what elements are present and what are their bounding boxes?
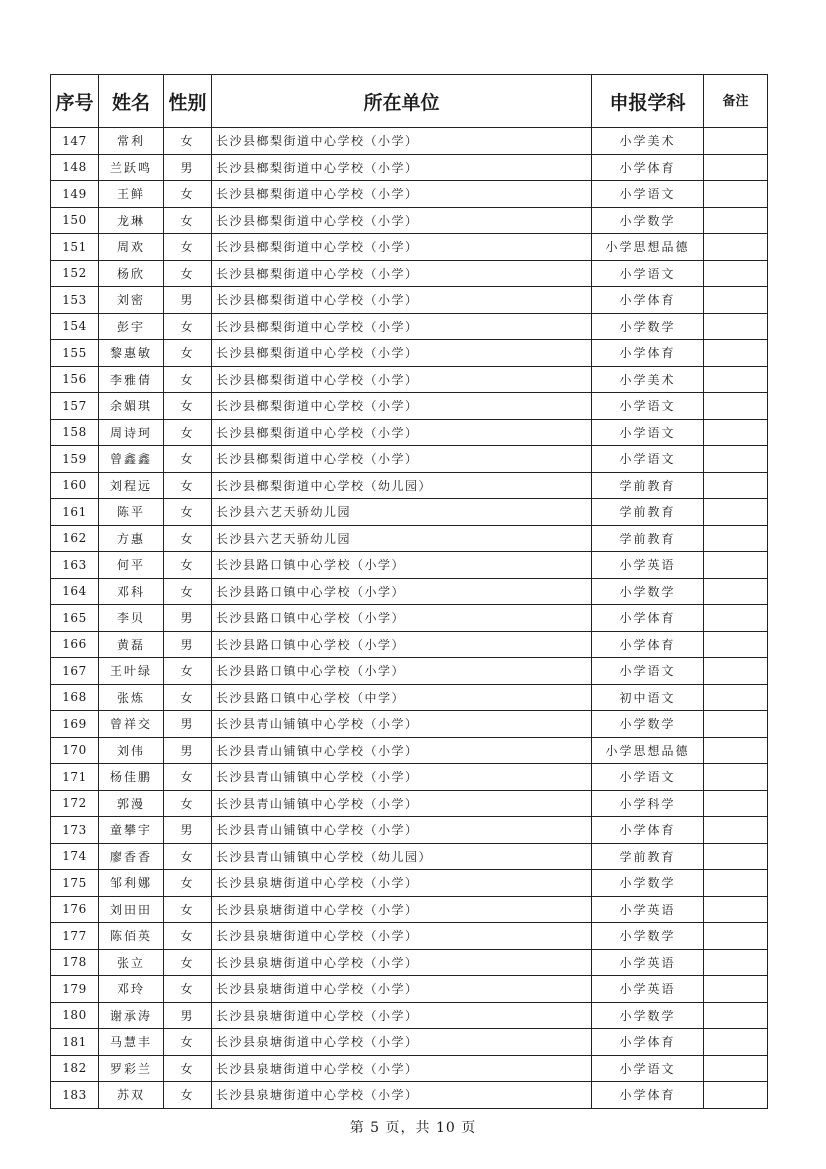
cell-unit: 长沙县路口镇中心学校（中学） xyxy=(212,684,592,711)
table-row xyxy=(51,949,768,976)
table-row xyxy=(51,419,768,446)
cell-subject: 小学英语 xyxy=(592,896,704,923)
cell-note xyxy=(704,260,768,287)
cell-subject: 小学语文 xyxy=(592,764,704,791)
cell-gender: 女 xyxy=(164,472,212,499)
cell-unit: 长沙县榔梨街道中心学校（小学） xyxy=(212,260,592,287)
cell-name: 陈佰英 xyxy=(99,923,164,950)
table-row xyxy=(51,578,768,605)
cell-seq: 178 xyxy=(51,949,99,976)
cell-note xyxy=(704,472,768,499)
table-row xyxy=(51,790,768,817)
cell-seq: 154 xyxy=(51,313,99,340)
cell-name: 张炼 xyxy=(99,684,164,711)
cell-subject: 小学数学 xyxy=(592,923,704,950)
cell-name: 杨佳鹏 xyxy=(99,764,164,791)
cell-unit: 长沙县榔梨街道中心学校（小学） xyxy=(212,340,592,367)
cell-unit: 长沙县路口镇中心学校（小学） xyxy=(212,631,592,658)
table-row xyxy=(51,234,768,261)
cell-note xyxy=(704,154,768,181)
table-row xyxy=(51,843,768,870)
cell-name: 彭宇 xyxy=(99,313,164,340)
cell-note xyxy=(704,764,768,791)
cell-unit: 长沙县泉塘街道中心学校（小学） xyxy=(212,1055,592,1082)
cell-unit: 长沙县泉塘街道中心学校（小学） xyxy=(212,1029,592,1056)
cell-unit: 长沙县青山铺镇中心学校（幼儿园） xyxy=(212,843,592,870)
table-row xyxy=(51,1082,768,1109)
cell-unit: 长沙县榔梨街道中心学校（幼儿园） xyxy=(212,472,592,499)
cell-subject: 小学数学 xyxy=(592,313,704,340)
cell-subject: 小学语文 xyxy=(592,181,704,208)
cell-subject: 小学英语 xyxy=(592,552,704,579)
cell-gender: 女 xyxy=(164,499,212,526)
table-row xyxy=(51,525,768,552)
cell-seq: 158 xyxy=(51,419,99,446)
cell-name: 常利 xyxy=(99,128,164,155)
header-row xyxy=(51,75,768,128)
cell-gender: 女 xyxy=(164,207,212,234)
cell-unit: 长沙县榔梨街道中心学校（小学） xyxy=(212,234,592,261)
table-row xyxy=(51,764,768,791)
cell-subject: 小学语文 xyxy=(592,658,704,685)
cell-note xyxy=(704,181,768,208)
cell-seq: 156 xyxy=(51,366,99,393)
cell-name: 王叶绿 xyxy=(99,658,164,685)
cell-name: 何平 xyxy=(99,552,164,579)
cell-note xyxy=(704,340,768,367)
cell-name: 刘程远 xyxy=(99,472,164,499)
cell-seq: 149 xyxy=(51,181,99,208)
cell-subject: 小学思想品德 xyxy=(592,234,704,261)
cell-unit: 长沙县青山铺镇中心学校（小学） xyxy=(212,737,592,764)
cell-subject: 小学数学 xyxy=(592,711,704,738)
cell-unit: 长沙县榔梨街道中心学校（小学） xyxy=(212,207,592,234)
cell-seq: 170 xyxy=(51,737,99,764)
cell-note xyxy=(704,287,768,314)
cell-name: 黄磊 xyxy=(99,631,164,658)
table-row xyxy=(51,817,768,844)
table-row xyxy=(51,446,768,473)
cell-seq: 173 xyxy=(51,817,99,844)
cell-name: 李贝 xyxy=(99,605,164,632)
cell-note xyxy=(704,631,768,658)
cell-name: 方惠 xyxy=(99,525,164,552)
cell-note xyxy=(704,684,768,711)
cell-unit: 长沙县榔梨街道中心学校（小学） xyxy=(212,393,592,420)
cell-seq: 181 xyxy=(51,1029,99,1056)
table-row xyxy=(51,260,768,287)
cell-name: 龙琳 xyxy=(99,207,164,234)
cell-gender: 女 xyxy=(164,976,212,1003)
cell-name: 王鲜 xyxy=(99,181,164,208)
cell-unit: 长沙县青山铺镇中心学校（小学） xyxy=(212,764,592,791)
cell-subject: 小学体育 xyxy=(592,631,704,658)
table-row xyxy=(51,207,768,234)
cell-unit: 长沙县榔梨街道中心学校（小学） xyxy=(212,313,592,340)
cell-name: 周欢 xyxy=(99,234,164,261)
table-row xyxy=(51,366,768,393)
cell-subject: 小学语文 xyxy=(592,393,704,420)
table-row xyxy=(51,393,768,420)
cell-gender: 女 xyxy=(164,658,212,685)
table-row xyxy=(51,181,768,208)
cell-unit: 长沙县六艺天骄幼儿园 xyxy=(212,525,592,552)
cell-note xyxy=(704,1082,768,1109)
cell-seq: 177 xyxy=(51,923,99,950)
cell-subject: 小学科学 xyxy=(592,790,704,817)
cell-note xyxy=(704,499,768,526)
cell-note xyxy=(704,128,768,155)
cell-gender: 女 xyxy=(164,870,212,897)
cell-subject: 小学数学 xyxy=(592,578,704,605)
page-number: 第 5 页，共 10 页 xyxy=(349,1120,477,1136)
cell-gender: 女 xyxy=(164,181,212,208)
table-row xyxy=(51,896,768,923)
cell-seq: 167 xyxy=(51,658,99,685)
table-row xyxy=(51,976,768,1003)
cell-gender: 女 xyxy=(164,1082,212,1109)
cell-name: 张立 xyxy=(99,949,164,976)
cell-note xyxy=(704,1029,768,1056)
cell-subject: 学前教育 xyxy=(592,499,704,526)
cell-name: 苏双 xyxy=(99,1082,164,1109)
cell-seq: 180 xyxy=(51,1002,99,1029)
cell-seq: 161 xyxy=(51,499,99,526)
cell-note xyxy=(704,446,768,473)
cell-note xyxy=(704,790,768,817)
table-row xyxy=(51,711,768,738)
cell-unit: 长沙县榔梨街道中心学校（小学） xyxy=(212,181,592,208)
cell-subject: 小学语文 xyxy=(592,446,704,473)
table-row xyxy=(51,1029,768,1056)
cell-gender: 女 xyxy=(164,446,212,473)
header-subject: 申报学科 xyxy=(592,75,704,128)
cell-gender: 女 xyxy=(164,552,212,579)
cell-unit: 长沙县路口镇中心学校（小学） xyxy=(212,578,592,605)
cell-gender: 女 xyxy=(164,923,212,950)
cell-gender: 女 xyxy=(164,313,212,340)
cell-name: 陈平 xyxy=(99,499,164,526)
cell-seq: 169 xyxy=(51,711,99,738)
cell-subject: 小学体育 xyxy=(592,605,704,632)
cell-note xyxy=(704,366,768,393)
cell-gender: 女 xyxy=(164,578,212,605)
cell-unit: 长沙县路口镇中心学校（小学） xyxy=(212,658,592,685)
cell-seq: 152 xyxy=(51,260,99,287)
cell-subject: 小学语文 xyxy=(592,1055,704,1082)
cell-unit: 长沙县泉塘街道中心学校（小学） xyxy=(212,870,592,897)
cell-subject: 小学英语 xyxy=(592,949,704,976)
cell-seq: 151 xyxy=(51,234,99,261)
cell-seq: 168 xyxy=(51,684,99,711)
cell-seq: 160 xyxy=(51,472,99,499)
cell-note xyxy=(704,737,768,764)
cell-gender: 女 xyxy=(164,260,212,287)
cell-gender: 男 xyxy=(164,631,212,658)
cell-gender: 男 xyxy=(164,1002,212,1029)
cell-unit: 长沙县榔梨街道中心学校（小学） xyxy=(212,366,592,393)
cell-note xyxy=(704,552,768,579)
cell-seq: 172 xyxy=(51,790,99,817)
table-row xyxy=(51,1002,768,1029)
cell-seq: 153 xyxy=(51,287,99,314)
cell-subject: 小学语文 xyxy=(592,260,704,287)
cell-seq: 174 xyxy=(51,843,99,870)
cell-gender: 男 xyxy=(164,711,212,738)
table-body xyxy=(51,128,768,1109)
cell-gender: 男 xyxy=(164,287,212,314)
table-row xyxy=(51,154,768,181)
cell-gender: 女 xyxy=(164,340,212,367)
table-row xyxy=(51,1055,768,1082)
cell-name: 邓玲 xyxy=(99,976,164,1003)
cell-note xyxy=(704,393,768,420)
cell-gender: 女 xyxy=(164,896,212,923)
cell-gender: 女 xyxy=(164,234,212,261)
cell-gender: 女 xyxy=(164,366,212,393)
cell-name: 黎惠敏 xyxy=(99,340,164,367)
table-row xyxy=(51,499,768,526)
cell-seq: 164 xyxy=(51,578,99,605)
cell-unit: 长沙县泉塘街道中心学校（小学） xyxy=(212,949,592,976)
cell-note xyxy=(704,658,768,685)
cell-seq: 183 xyxy=(51,1082,99,1109)
cell-name: 童攀宇 xyxy=(99,817,164,844)
cell-note xyxy=(704,949,768,976)
table-row xyxy=(51,287,768,314)
cell-seq: 175 xyxy=(51,870,99,897)
cell-name: 李雅倩 xyxy=(99,366,164,393)
table-row xyxy=(51,128,768,155)
cell-subject: 小学体育 xyxy=(592,1029,704,1056)
cell-unit: 长沙县泉塘街道中心学校（小学） xyxy=(212,1082,592,1109)
cell-note xyxy=(704,711,768,738)
cell-seq: 147 xyxy=(51,128,99,155)
table-row xyxy=(51,658,768,685)
cell-name: 刘伟 xyxy=(99,737,164,764)
cell-subject: 小学数学 xyxy=(592,870,704,897)
cell-gender: 女 xyxy=(164,684,212,711)
cell-name: 罗彩兰 xyxy=(99,1055,164,1082)
cell-gender: 男 xyxy=(164,737,212,764)
cell-seq: 162 xyxy=(51,525,99,552)
cell-note xyxy=(704,207,768,234)
cell-unit: 长沙县泉塘街道中心学校（小学） xyxy=(212,1002,592,1029)
cell-name: 邹利娜 xyxy=(99,870,164,897)
cell-note xyxy=(704,1002,768,1029)
cell-seq: 176 xyxy=(51,896,99,923)
cell-seq: 157 xyxy=(51,393,99,420)
cell-unit: 长沙县泉塘街道中心学校（小学） xyxy=(212,896,592,923)
table-row xyxy=(51,737,768,764)
cell-unit: 长沙县榔梨街道中心学校（小学） xyxy=(212,154,592,181)
cell-name: 兰跃鸣 xyxy=(99,154,164,181)
cell-name: 曾祥交 xyxy=(99,711,164,738)
cell-note xyxy=(704,870,768,897)
cell-subject: 小学思想品德 xyxy=(592,737,704,764)
table-row xyxy=(51,870,768,897)
cell-gender: 女 xyxy=(164,1055,212,1082)
cell-gender: 男 xyxy=(164,605,212,632)
cell-seq: 166 xyxy=(51,631,99,658)
table-row xyxy=(51,313,768,340)
cell-note xyxy=(704,313,768,340)
cell-note xyxy=(704,234,768,261)
cell-note xyxy=(704,578,768,605)
cell-name: 杨欣 xyxy=(99,260,164,287)
cell-note xyxy=(704,419,768,446)
cell-name: 刘田田 xyxy=(99,896,164,923)
cell-seq: 165 xyxy=(51,605,99,632)
cell-seq: 171 xyxy=(51,764,99,791)
cell-gender: 男 xyxy=(164,817,212,844)
header-name: 姓名 xyxy=(99,75,164,128)
cell-seq: 155 xyxy=(51,340,99,367)
cell-seq: 150 xyxy=(51,207,99,234)
cell-note xyxy=(704,843,768,870)
cell-subject: 小学数学 xyxy=(592,1002,704,1029)
cell-name: 余媚琪 xyxy=(99,393,164,420)
table-row xyxy=(51,631,768,658)
cell-unit: 长沙县榔梨街道中心学校（小学） xyxy=(212,287,592,314)
cell-gender: 女 xyxy=(164,128,212,155)
cell-subject: 学前教育 xyxy=(592,472,704,499)
cell-gender: 女 xyxy=(164,949,212,976)
cell-subject: 小学体育 xyxy=(592,154,704,181)
table-row xyxy=(51,340,768,367)
cell-unit: 长沙县榔梨街道中心学校（小学） xyxy=(212,128,592,155)
table-header xyxy=(51,75,768,128)
cell-name: 刘密 xyxy=(99,287,164,314)
cell-seq: 163 xyxy=(51,552,99,579)
table-row xyxy=(51,923,768,950)
cell-unit: 长沙县榔梨街道中心学校（小学） xyxy=(212,446,592,473)
cell-subject: 小学体育 xyxy=(592,817,704,844)
cell-note xyxy=(704,605,768,632)
header-gender: 性别 xyxy=(164,75,212,128)
cell-unit: 长沙县榔梨街道中心学校（小学） xyxy=(212,419,592,446)
cell-gender: 女 xyxy=(164,525,212,552)
cell-note xyxy=(704,923,768,950)
cell-unit: 长沙县青山铺镇中心学校（小学） xyxy=(212,817,592,844)
cell-unit: 长沙县青山铺镇中心学校（小学） xyxy=(212,711,592,738)
cell-subject: 小学体育 xyxy=(592,287,704,314)
header-unit: 所在单位 xyxy=(212,75,592,128)
cell-note xyxy=(704,525,768,552)
cell-note xyxy=(704,817,768,844)
cell-note xyxy=(704,896,768,923)
cell-unit: 长沙县六艺天骄幼儿园 xyxy=(212,499,592,526)
cell-name: 邓科 xyxy=(99,578,164,605)
cell-name: 马慧丰 xyxy=(99,1029,164,1056)
cell-name: 廖香香 xyxy=(99,843,164,870)
table-row xyxy=(51,472,768,499)
cell-gender: 女 xyxy=(164,419,212,446)
cell-note xyxy=(704,1055,768,1082)
cell-seq: 148 xyxy=(51,154,99,181)
cell-unit: 长沙县泉塘街道中心学校（小学） xyxy=(212,923,592,950)
cell-gender: 男 xyxy=(164,154,212,181)
cell-subject: 小学语文 xyxy=(592,419,704,446)
cell-seq: 182 xyxy=(51,1055,99,1082)
cell-gender: 女 xyxy=(164,790,212,817)
cell-subject: 小学体育 xyxy=(592,340,704,367)
cell-gender: 女 xyxy=(164,1029,212,1056)
cell-unit: 长沙县青山铺镇中心学校（小学） xyxy=(212,790,592,817)
cell-subject: 小学英语 xyxy=(592,976,704,1003)
cell-seq: 159 xyxy=(51,446,99,473)
cell-seq: 179 xyxy=(51,976,99,1003)
cell-name: 谢承涛 xyxy=(99,1002,164,1029)
cell-subject: 学前教育 xyxy=(592,525,704,552)
cell-gender: 女 xyxy=(164,764,212,791)
table-row xyxy=(51,605,768,632)
cell-name: 曾鑫鑫 xyxy=(99,446,164,473)
table-row xyxy=(51,684,768,711)
cell-unit: 长沙县路口镇中心学校（小学） xyxy=(212,552,592,579)
cell-unit: 长沙县路口镇中心学校（小学） xyxy=(212,605,592,632)
roster-table xyxy=(50,74,768,1109)
cell-unit: 长沙县泉塘街道中心学校（小学） xyxy=(212,976,592,1003)
cell-subject: 小学体育 xyxy=(592,1082,704,1109)
header-seq: 序号 xyxy=(51,75,99,128)
cell-subject: 学前教育 xyxy=(592,843,704,870)
cell-note xyxy=(704,976,768,1003)
cell-subject: 小学美术 xyxy=(592,366,704,393)
cell-name: 周诗珂 xyxy=(99,419,164,446)
cell-name: 郭漫 xyxy=(99,790,164,817)
cell-subject: 小学美术 xyxy=(592,128,704,155)
cell-gender: 女 xyxy=(164,393,212,420)
cell-gender: 女 xyxy=(164,843,212,870)
cell-subject: 小学数学 xyxy=(592,207,704,234)
cell-subject: 初中语文 xyxy=(592,684,704,711)
table-row xyxy=(51,552,768,579)
header-note: 备注 xyxy=(704,75,768,128)
